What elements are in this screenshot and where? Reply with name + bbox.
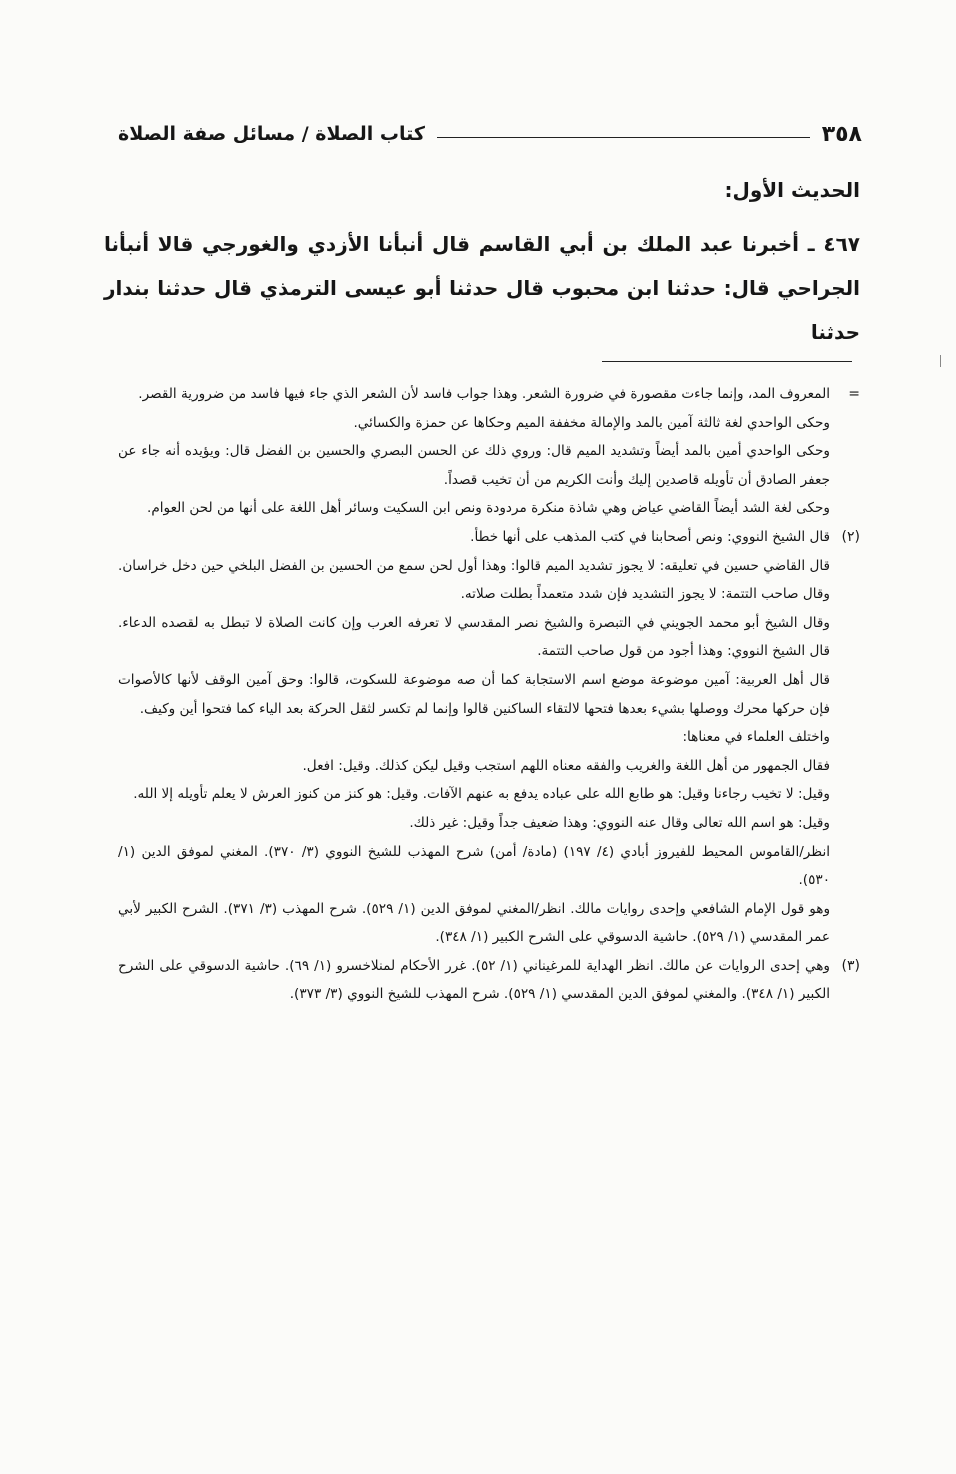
hadith-text: ٤٦٧ ـ أخبرنا عبد الملك بن أبي القاسم قال أنبأنا الأزدي والغورجي قالا أنبأنا الجراحي قال: حدثنا ابن محبوب قال حدثنا أبو عيسى الترمذي قال حدثنا بندار حدثنا (104, 232, 860, 344)
footnote-3 (118, 952, 860, 1009)
footnote-paragraph: فقال الجمهور من أهل اللغة والغريب والفقه معناه اللهم استجب وقيل ليكن كذلك. وقيل: افعل. (302, 757, 830, 774)
header-rule (437, 137, 810, 138)
footnotes (118, 380, 860, 1009)
footnote-paragraph: المعروف المد، وإنما جاءت مقصورة في ضرورة الشعر. وهذا جواب فاسد لأن الشعر الذي جاء فيها فاسد من ضرورية القصر. (138, 386, 830, 402)
running-title: كتاب الصلاة / مسائل صفة الصلاة (118, 123, 425, 145)
page-number: ٣٥٨ (821, 121, 862, 147)
footnote-paragraph: وقيل: هو اسم الله تعالى وقال عنه النووي: وهذا ضعيف جداً وقيل: غير ذلك. (409, 814, 830, 831)
footnote-paragraph: وحكى الواحدي لغة ثالثة آمين بالمد والإمالة مخففة الميم وحكاها عن حمزة والكسائي. (353, 414, 830, 431)
footnote-paragraph: وقال الشيخ أبو محمد الجويني في التبصرة والشيخ نصر المقدسي لا تعرفه العرب وإن كانت الصلاة لا تبطل به لقصده الدعاء. قال الشيخ النووي: وهذا أجود من قول صاحب التتمة. (118, 614, 830, 660)
footnote-mark: (٢) (841, 528, 860, 545)
footnote-paragraph: قال الشيخ النووي: ونص أصحابنا في كتب المذهب على أنها خطأ. (470, 528, 830, 545)
footnote-mark: = (848, 386, 860, 402)
footnote-paragraph: قال أهل العربية: آمين موضوعة موضع اسم الاستجابة كما أن صه موضوعة للسكوت، قالوا: وحق آمين الوقف لأنها كالأصوات فإن حركها محرك ووصلها بشيء بعدها فتحها لالتقاء الساكنين قالوا وإنما لم تكسر لثقل الحركة بعد الياء كما فتحوا أين وكيف. (118, 671, 830, 717)
footnote-paragraph: قال القاضي حسين في تعليقه: لا يجوز تشديد الميم قالوا: وهذا أول لحن سمع من الحسين بن الفضل البلخي حين دخل خراسان. وقال صاحب التتمة: لا يجوز التشديد فإن شدد متعمداً بطلت صلاته. (118, 557, 830, 603)
footnote-paragraph: واختلف العلماء في معناها: (682, 729, 830, 746)
footnote-paragraph: وقيل: لا تخيب رجاءنا وقيل: هو طابع الله على عباده يدفع به عنهم الآفات. وقيل: هو كنز من كنوز العرش لا يعلم تأويله إلا الله. (133, 786, 830, 803)
page-header (118, 116, 862, 152)
footnote-2 (118, 523, 860, 952)
footnote-paragraph: وحكى الواحدي أمين بالمد أيضاً وتشديد الميم قال: وروي ذلك عن الحسن البصري والحسين بن الفضل قال: ويؤيده أنه جاء عن جعفر الصادق أن تأويله قاصدين إليك وأنت الكريم من أن تخيب قصداً. (118, 443, 830, 488)
footnote-paragraph: انظر/القاموس المحيط للفيروز أبادي (٤/ ١٩٧) (مادة/ أمن) شرح المهذب للشيخ النووي (٣/ ٣٧٠). المغني لموفق الدين (١/ ٥٣٠). (118, 843, 831, 889)
footnote-mark: (٣) (841, 957, 860, 974)
footnote-separator (602, 361, 852, 362)
margin-tick (940, 355, 941, 367)
footnote-paragraph: وحكى لغة الشد أيضاً القاضي عياض وهي شاذة منكرة مردودة ونص ابن السكيت وسائر أهل اللغة على أنها من لحن العوام. (147, 500, 830, 517)
footnote-continued (118, 380, 860, 523)
section-heading: الحديث الأول: (724, 178, 860, 202)
footnote-paragraph: وهي إحدى الروايات عن مالك. انظر الهداية للمرغيناني (١/ ٥٢). غرر الأحكام لمنلاخسرو (١/ ٦٩). حاشية الدسوقي على الشرح الكبير (١/ ٣٤٨). والمغني لموفق الدين المقدسي (١/ ٥٢٩). شرح المهذب للشيخ النووي (٣/ ٣٧٣). (118, 957, 831, 1003)
footnote-paragraph: وهو قول الإمام الشافعي وإحدى روايات مالك. انظر/المغني لموفق الدين (١/ ٥٢٩). شرح المهذب (٣/ ٣٧١). الشرح الكبير لأبي عمر المقدسي (١/ ٥٢٩). حاشية الدسوقي على الشرح الكبير (١/ ٣٤٨). (118, 900, 831, 946)
